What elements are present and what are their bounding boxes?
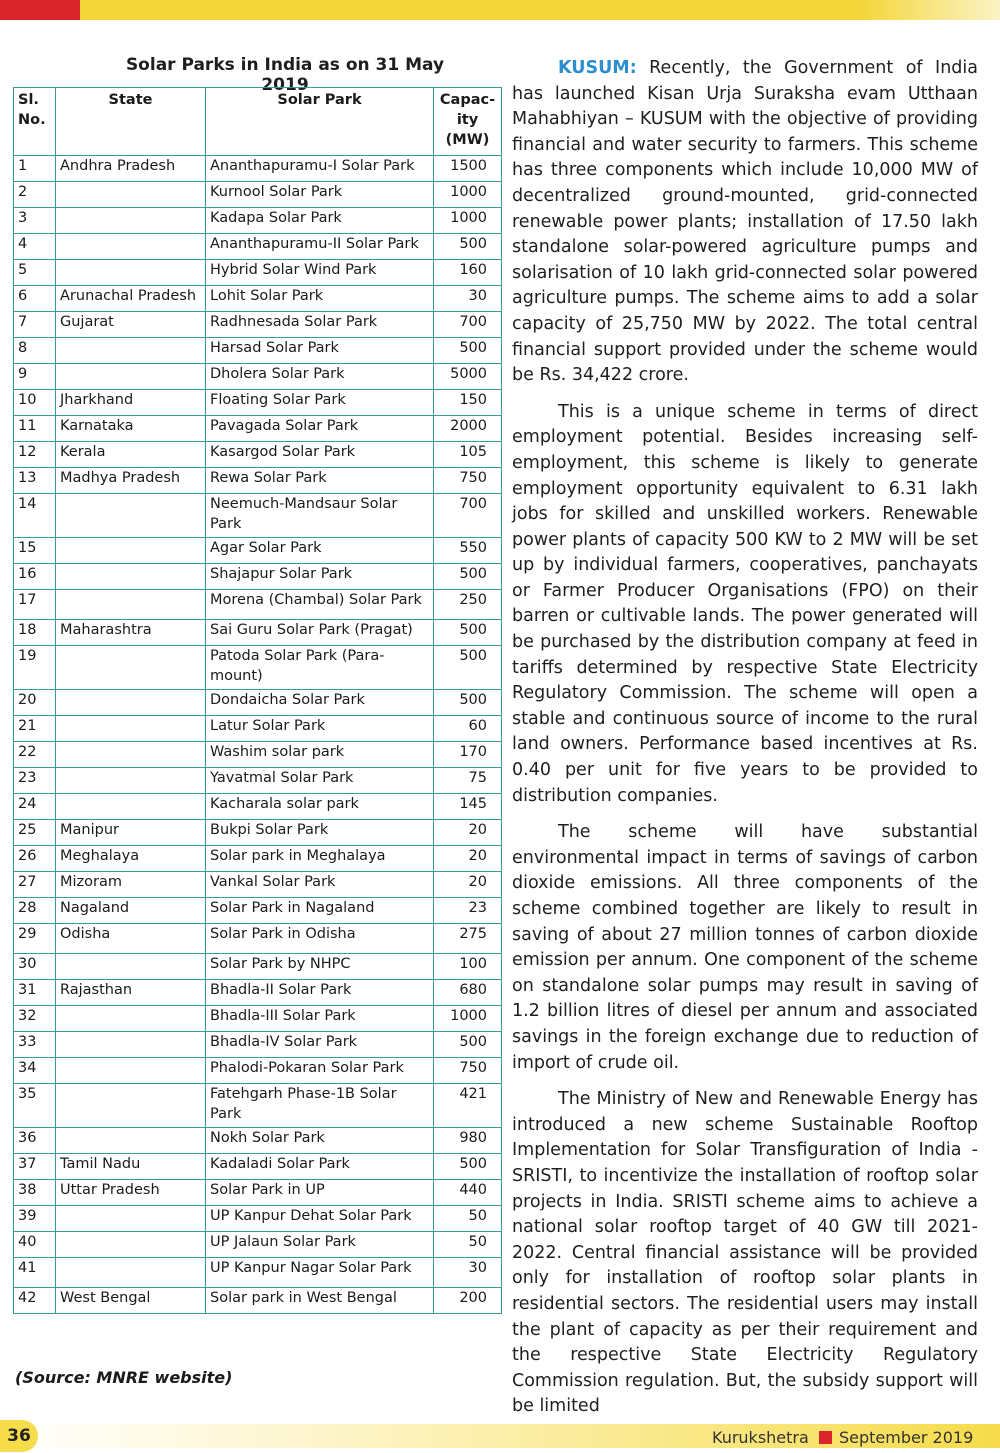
table-row [14,742,502,768]
table-row [14,768,502,794]
cell-sl-no: 32 [14,1006,56,1032]
table-row [14,468,502,494]
cell-state [56,1258,206,1288]
cell-capacity: 500 [434,1032,502,1058]
table-row [14,1180,502,1206]
cell-capacity: 105 [434,442,502,468]
table-row [14,924,502,954]
cell-solar-park: Sai Guru Solar Park (Pragat) [206,620,434,646]
cell-capacity: 750 [434,468,502,494]
cell-solar-park: Latur Solar Park [206,716,434,742]
cell-capacity: 100 [434,954,502,980]
cell-sl-no: 12 [14,442,56,468]
table-row [14,286,502,312]
cell-state: Manipur [56,820,206,846]
cell-capacity: 750 [434,1058,502,1084]
cell-solar-park: Kasargod Solar Park [206,442,434,468]
cell-capacity: 440 [434,1180,502,1206]
cell-state: Nagaland [56,898,206,924]
cell-state [56,716,206,742]
cell-capacity: 5000 [434,364,502,390]
cell-state: Mizoram [56,872,206,898]
cell-state [56,690,206,716]
paragraph-employment: This is a unique scheme in terms of direct employment potential. Besides increasing self-employment, this scheme is likely to generate employment opportunity equivalent to 6.31 lakh jobs for skilled and unskilled workers. Renewable power plants of capacity 500 KW to 2 MW will be set up by individual farmers, cooperatives, panchayats or Farmer Producer Organisations (FPO) on their barren or cultivable lands. The power generated will be purchased by the distribution company at feed in tariffs determined by respective State Electricity Regulatory Commission. The scheme will open a stable and continuous source of income to the rural land owners. Performance based incentives at Rs. 0.40 per unit for five years to be provided to distribution companies. [512,401,978,806]
cell-state: Tamil Nadu [56,1154,206,1180]
cell-solar-park: Dholera Solar Park [206,364,434,390]
table-row [14,1084,502,1128]
cell-solar-park: Lohit Solar Park [206,286,434,312]
cell-solar-park: Bhadla-IV Solar Park [206,1032,434,1058]
cell-capacity: 50 [434,1232,502,1258]
cell-solar-park: Pavagada Solar Park [206,416,434,442]
table-row [14,1232,502,1258]
cell-capacity: 500 [434,234,502,260]
cell-sl-no: 9 [14,364,56,390]
cell-sl-no: 10 [14,390,56,416]
table-row [14,954,502,980]
cell-solar-park: Phalodi-Pokaran Solar Park [206,1058,434,1084]
cell-solar-park: Floating Solar Park [206,390,434,416]
cell-state: Arunachal Pradesh [56,286,206,312]
cell-state: Jharkhand [56,390,206,416]
cell-state [56,590,206,620]
cell-sl-no: 29 [14,924,56,954]
cell-capacity: 150 [434,390,502,416]
header-sl-no: Sl. No. [14,88,56,156]
table-row [14,1006,502,1032]
cell-state [56,494,206,538]
cell-state [56,954,206,980]
table-row [14,620,502,646]
table-row [14,846,502,872]
table-row [14,234,502,260]
cell-sl-no: 25 [14,820,56,846]
journal-name: Kurukshetra [712,1428,809,1447]
cell-capacity: 700 [434,494,502,538]
cell-sl-no: 17 [14,590,56,620]
cell-capacity: 500 [434,690,502,716]
cell-sl-no: 31 [14,980,56,1006]
cell-state [56,742,206,768]
cell-capacity: 30 [434,286,502,312]
cell-capacity: 2000 [434,416,502,442]
cell-sl-no: 35 [14,1084,56,1128]
cell-solar-park: UP Kanpur Nagar Solar Park [206,1258,434,1288]
article-column [512,56,978,1431]
cell-capacity: 500 [434,646,502,690]
cell-state [56,1006,206,1032]
cell-capacity: 500 [434,620,502,646]
table-row [14,156,502,182]
table-row [14,564,502,590]
cell-solar-park: Solar Park by NHPC [206,954,434,980]
page-number: 36 [0,1420,38,1452]
cell-state: West Bengal [56,1288,206,1314]
cell-sl-no: 18 [14,620,56,646]
cell-solar-park: Fatehgarh Phase-1B Solar Park [206,1084,434,1128]
cell-solar-park: Solar Park in UP [206,1180,434,1206]
cell-sl-no: 38 [14,1180,56,1206]
table-row [14,794,502,820]
cell-sl-no: 19 [14,646,56,690]
cell-sl-no: 22 [14,742,56,768]
paragraph-sristi: The Ministry of New and Renewable Energy has introduced a new scheme Sustainable Rooftop Implementation for Solar Transfiguration of India - SRISTI, to incentivize the installation of rooftop solar projects in India. SRISTI scheme aims to achieve a national solar rooftop target of 40 GW till 2021-2022. Central financial assistance will be provided only for installation of rooftop solar plants in residential sectors. The residential users may install the plant of capacity as per their requirement and the respective State Electricity Regulatory Commission regulation. But, the subsidy support will be limited [512,1089,978,1417]
top-decorative-bar [0,0,1000,20]
cell-solar-park: Morena (Chambal) Solar Park [206,590,434,620]
table-row [14,1128,502,1154]
cell-sl-no: 7 [14,312,56,338]
issue-date: September 2019 [839,1428,974,1447]
cell-sl-no: 8 [14,338,56,364]
cell-capacity: 700 [434,312,502,338]
cell-state: Odisha [56,924,206,954]
table-row [14,1258,502,1288]
cell-state: Meghalaya [56,846,206,872]
table-row [14,646,502,690]
cell-capacity: 20 [434,872,502,898]
table-row [14,182,502,208]
cell-solar-park: Washim solar park [206,742,434,768]
cell-capacity: 170 [434,742,502,768]
cell-sl-no: 33 [14,1032,56,1058]
table-row [14,1206,502,1232]
solar-parks-table [13,87,502,1314]
cell-state [56,1058,206,1084]
cell-state [56,182,206,208]
table-row [14,312,502,338]
cell-capacity: 30 [434,1258,502,1288]
cell-sl-no: 2 [14,182,56,208]
cell-solar-park: Yavatmal Solar Park [206,768,434,794]
cell-solar-park: Solar park in Meghalaya [206,846,434,872]
cell-capacity: 145 [434,794,502,820]
cell-solar-park: UP Jalaun Solar Park [206,1232,434,1258]
cell-sl-no: 5 [14,260,56,286]
paragraph-kusum [512,56,978,389]
cell-state [56,768,206,794]
table-row [14,590,502,620]
cell-solar-park: Bhadla-III Solar Park [206,1006,434,1032]
cell-sl-no: 26 [14,846,56,872]
cell-solar-park: Radhnesada Solar Park [206,312,434,338]
cell-solar-park: Kadapa Solar Park [206,208,434,234]
cell-capacity: 500 [434,338,502,364]
cell-state [56,260,206,286]
table-row [14,390,502,416]
cell-sl-no: 27 [14,872,56,898]
table-row [14,208,502,234]
header-state: State [56,88,206,156]
table-header-row [14,88,502,156]
cell-sl-no: 41 [14,1258,56,1288]
cell-capacity: 680 [434,980,502,1006]
cell-state [56,1232,206,1258]
cell-capacity: 160 [434,260,502,286]
paragraph-kusum-text: Recently, the Government of India has launched Kisan Urja Suraksha evam Utthaan Mahabhiyan – KUSUM with the objective of providing financial and water security to farmers. This scheme has three components which include 10,000 MW of decentralized ground-mounted, grid-connected renewable power plants; installation of 17.50 lakh standalone solar-powered agriculture pumps and solarisation of 10 lakh grid-connected solar powered agriculture pumps. The scheme aims to add a solar capacity of 25,750 MW by 2022. The total central financial support provided under the scheme would be Rs. 34,422 crore. [512,58,978,386]
cell-sl-no: 20 [14,690,56,716]
cell-state [56,364,206,390]
table-row [14,338,502,364]
cell-sl-no: 34 [14,1058,56,1084]
kusum-heading: KUSUM: [558,58,637,78]
paragraph-environment: The scheme will have substantial environmental impact in terms of savings of carbon dioxide emissions. All three components of the scheme combined together are likely to result in saving of about 27 million tonnes of carbon dioxide emission per annum. One component of the scheme on standalone solar pumps may result in saving of 1.2 billion litres of diesel per annum and associated savings in the foreign exchange due to reduction of import of crude oil. [512,822,978,1073]
cell-sl-no: 13 [14,468,56,494]
cell-capacity: 200 [434,1288,502,1314]
cell-state [56,794,206,820]
cell-state: Gujarat [56,312,206,338]
cell-state [56,1032,206,1058]
cell-capacity: 500 [434,564,502,590]
cell-sl-no: 6 [14,286,56,312]
cell-sl-no: 15 [14,538,56,564]
cell-capacity: 60 [434,716,502,742]
cell-solar-park: Ananthapuramu-I Solar Park [206,156,434,182]
cell-solar-park: Solar Park in Nagaland [206,898,434,924]
table-row [14,1032,502,1058]
cell-capacity: 550 [434,538,502,564]
table-row [14,1288,502,1314]
table-row [14,538,502,564]
cell-solar-park: Shajapur Solar Park [206,564,434,590]
cell-capacity: 1000 [434,208,502,234]
cell-solar-park: Rewa Solar Park [206,468,434,494]
table-row [14,690,502,716]
footer-red-square [819,1431,832,1444]
cell-solar-park: Neemuch-Mandsaur Solar Park [206,494,434,538]
table-row [14,716,502,742]
cell-solar-park: Bukpi Solar Park [206,820,434,846]
table-row [14,980,502,1006]
cell-capacity: 500 [434,1154,502,1180]
cell-solar-park: Hybrid Solar Wind Park [206,260,434,286]
cell-state [56,338,206,364]
table-body [14,156,502,1314]
table-row [14,898,502,924]
cell-state [56,1084,206,1128]
cell-state [56,208,206,234]
cell-capacity: 275 [434,924,502,954]
top-bar-fade [860,0,1000,20]
cell-sl-no: 21 [14,716,56,742]
cell-solar-park: Kadaladi Solar Park [206,1154,434,1180]
cell-solar-park: Patoda Solar Park (Para-mount) [206,646,434,690]
cell-capacity: 421 [434,1084,502,1128]
cell-sl-no: 4 [14,234,56,260]
cell-state [56,538,206,564]
cell-sl-no: 16 [14,564,56,590]
cell-sl-no: 24 [14,794,56,820]
table-row [14,1154,502,1180]
cell-sl-no: 42 [14,1288,56,1314]
table-row [14,442,502,468]
cell-sl-no: 3 [14,208,56,234]
cell-solar-park: Kacharala solar park [206,794,434,820]
cell-state: Kerala [56,442,206,468]
table-row [14,1058,502,1084]
cell-sl-no: 28 [14,898,56,924]
cell-capacity: 1500 [434,156,502,182]
cell-state: Andhra Pradesh [56,156,206,182]
cell-state [56,564,206,590]
cell-solar-park: Vankal Solar Park [206,872,434,898]
cell-solar-park: Kurnool Solar Park [206,182,434,208]
top-bar-red-block [0,0,80,20]
cell-sl-no: 30 [14,954,56,980]
cell-capacity: 980 [434,1128,502,1154]
cell-state: Uttar Pradesh [56,1180,206,1206]
cell-state [56,1206,206,1232]
table-title: Solar Parks in India as on 31 May 2019 [125,55,445,95]
cell-sl-no: 1 [14,156,56,182]
cell-capacity: 50 [434,1206,502,1232]
cell-solar-park: Harsad Solar Park [206,338,434,364]
table-row [14,260,502,286]
cell-capacity: 75 [434,768,502,794]
cell-capacity: 1000 [434,182,502,208]
table-row [14,820,502,846]
cell-capacity: 20 [434,820,502,846]
cell-capacity: 250 [434,590,502,620]
cell-sl-no: 36 [14,1128,56,1154]
cell-state: Rajasthan [56,980,206,1006]
cell-sl-no: 37 [14,1154,56,1180]
cell-solar-park: Nokh Solar Park [206,1128,434,1154]
cell-sl-no: 23 [14,768,56,794]
cell-sl-no: 14 [14,494,56,538]
cell-capacity: 1000 [434,1006,502,1032]
cell-state [56,234,206,260]
cell-state: Karnataka [56,416,206,442]
header-capacity: Capac-ity (MW) [434,88,502,156]
cell-solar-park: Dondaicha Solar Park [206,690,434,716]
cell-capacity: 20 [434,846,502,872]
table-row [14,872,502,898]
cell-sl-no: 39 [14,1206,56,1232]
cell-state [56,1128,206,1154]
table-row [14,494,502,538]
cell-state: Madhya Pradesh [56,468,206,494]
cell-capacity: 23 [434,898,502,924]
cell-solar-park: Bhadla-II Solar Park [206,980,434,1006]
table-row [14,416,502,442]
cell-sl-no: 40 [14,1232,56,1258]
cell-solar-park: UP Kanpur Dehat Solar Park [206,1206,434,1232]
cell-sl-no: 11 [14,416,56,442]
header-solar-park: Solar Park [206,88,434,156]
table-source-note: (Source: MNRE website) [15,1368,233,1387]
cell-state [56,646,206,690]
cell-solar-park: Ananthapuramu-II Solar Park [206,234,434,260]
cell-solar-park: Agar Solar Park [206,538,434,564]
cell-solar-park: Solar park in West Bengal [206,1288,434,1314]
cell-state: Maharashtra [56,620,206,646]
cell-solar-park: Solar Park in Odisha [206,924,434,954]
table-row [14,364,502,390]
